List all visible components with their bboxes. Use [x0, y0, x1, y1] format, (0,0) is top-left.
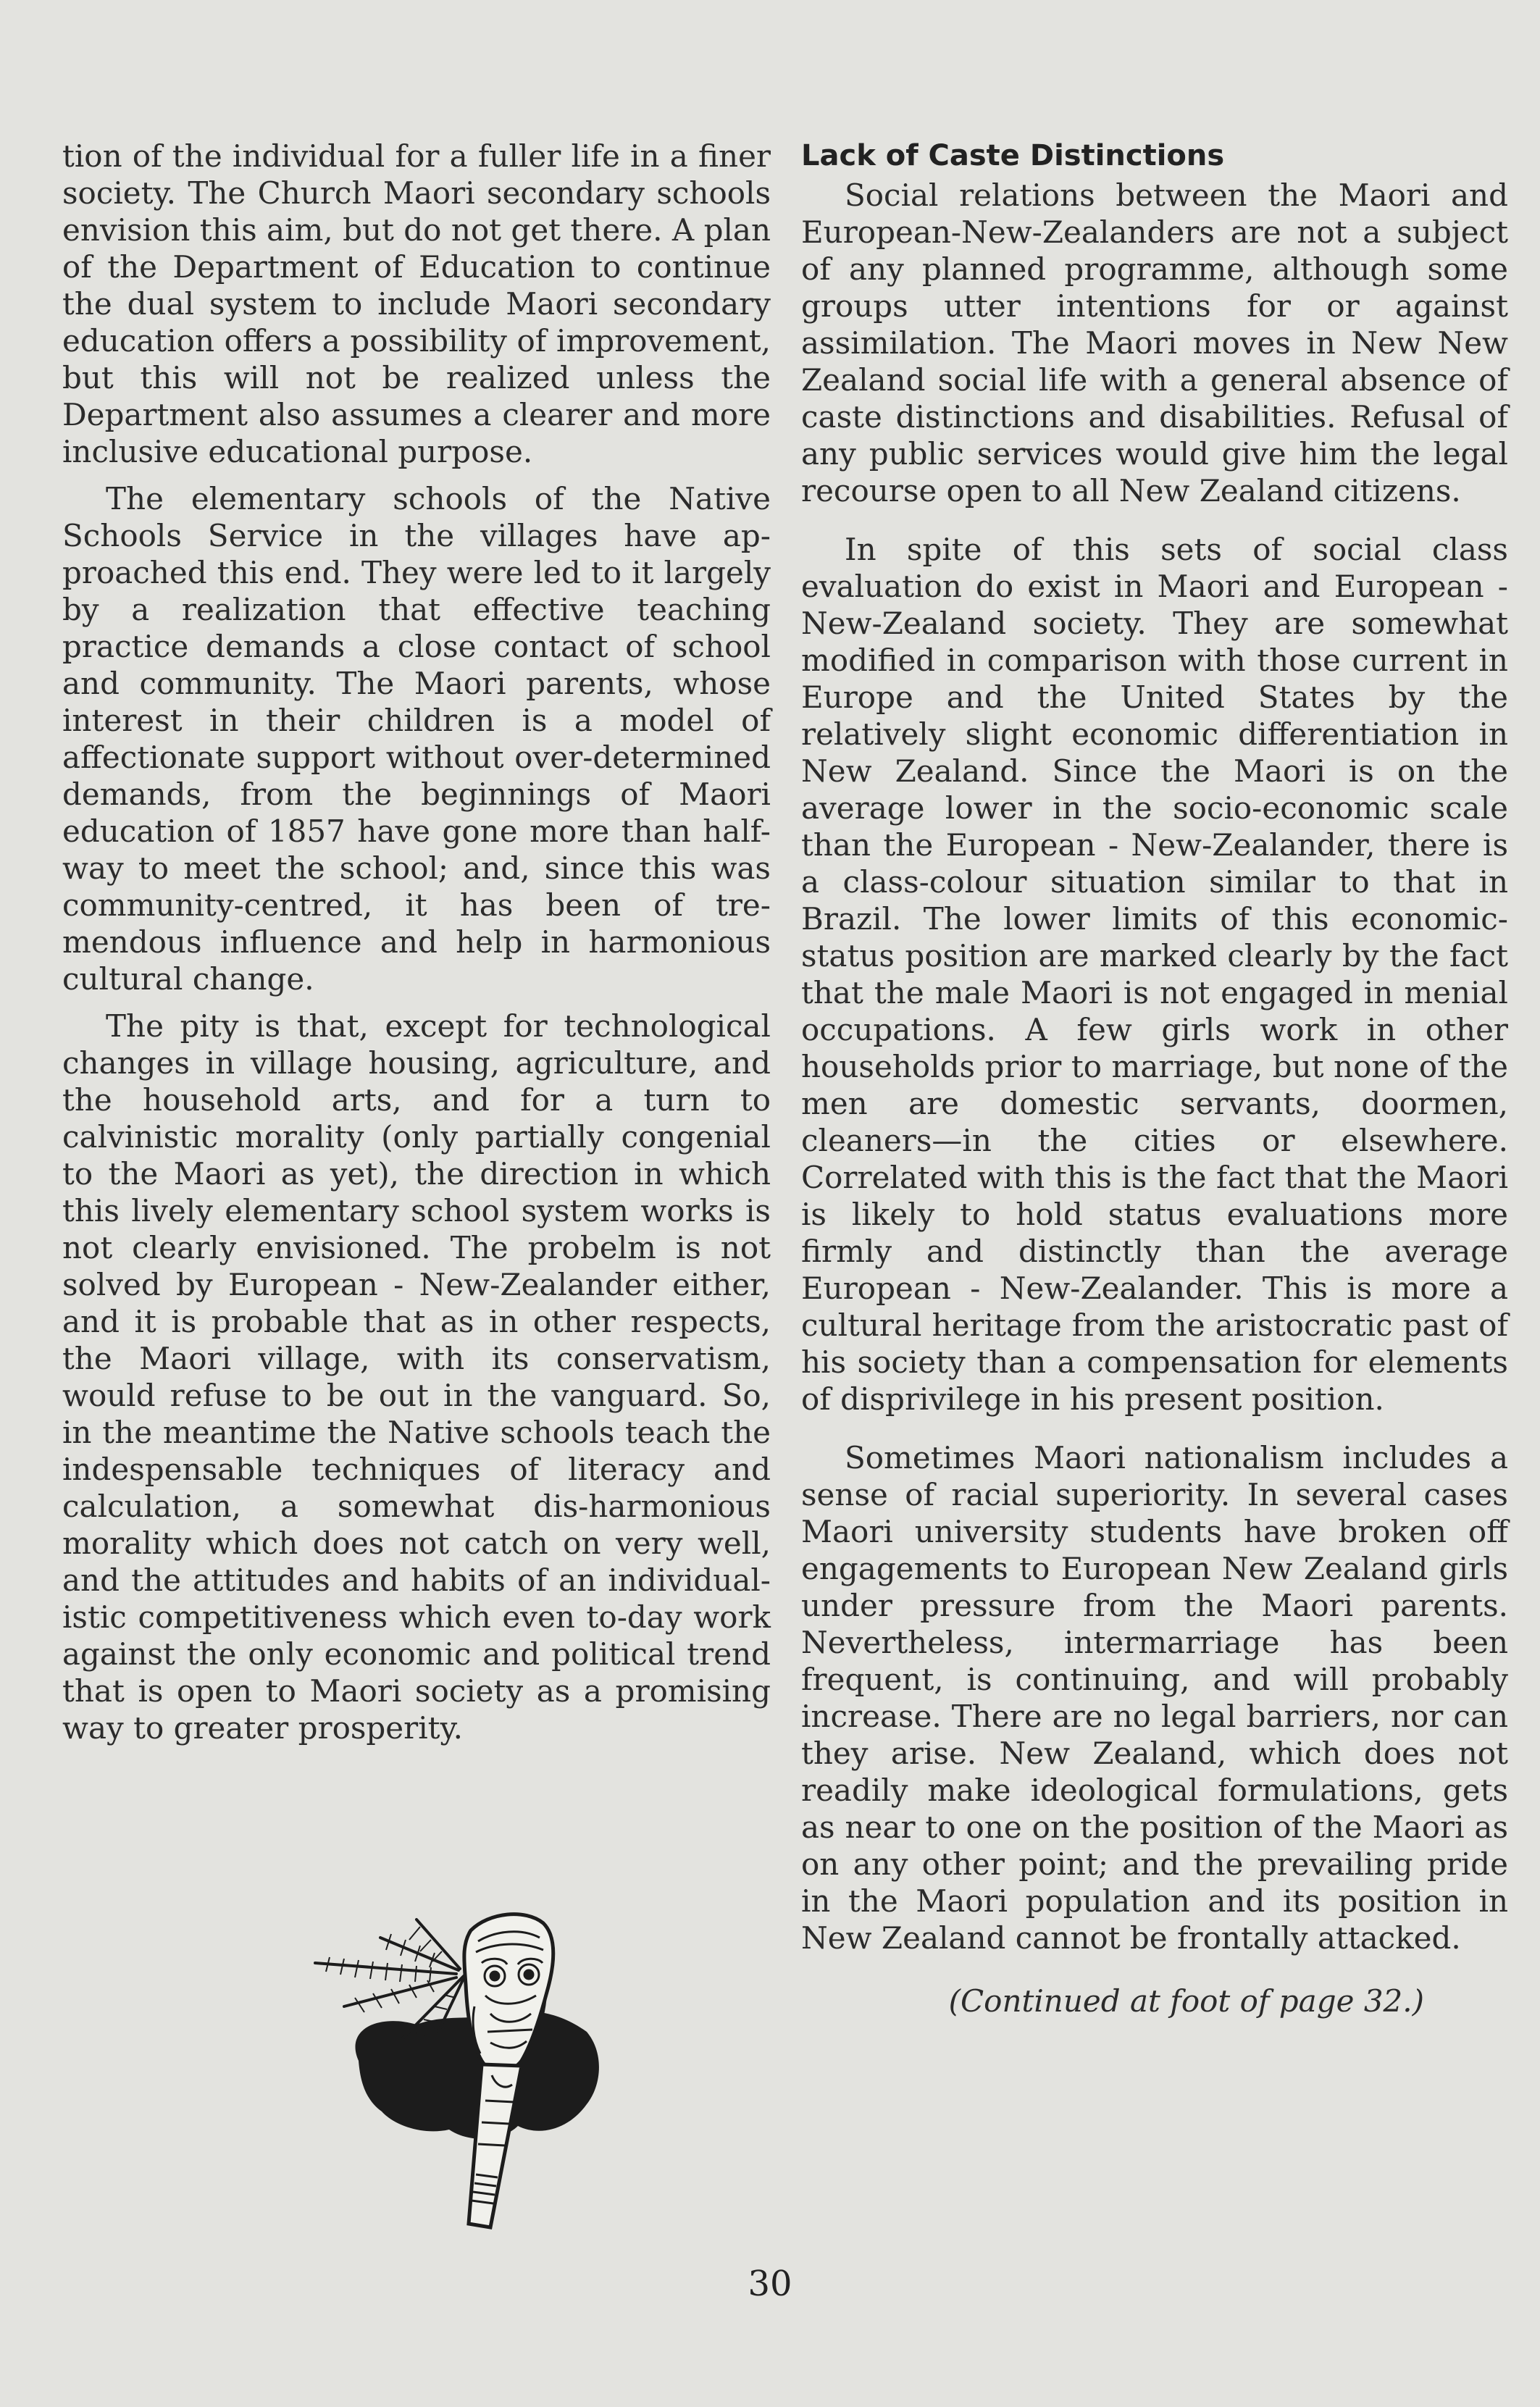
right-column — [801, 138, 1508, 2019]
left-column — [62, 138, 771, 1757]
continued-note: (Continued at foot of page 32.) — [948, 1983, 1424, 2019]
section-heading: Lack of Caste Distinctions — [801, 139, 1225, 172]
left-paragraph-3: The pity is that, except for technological changes in village housing, agriculture, and the household arts, and for a turn to calvinistic morality (only partially congenial to the Maori as yet), the direction in which this lively elementary school system works is not clearly envisioned. The probelm is not solved by European - New-Zealander either, and it is probable that as in other respects, the Maori village, with its conservatism, would refuse to be out in the vanguard. So, in the meantime the Native schools teach the indespensable techniques of literacy and calculation, a somewhat dis-harmonious morality which does not catch on very well, and the attitudes and habits of an individualistic competitiveness which even to-day work against the only economic and political trend that is open to Maori society as a promising way to greater prosperity. — [62, 1008, 771, 1746]
page-number: 30 — [748, 2264, 792, 2304]
right-paragraph-3: Sometimes Maori nationalism includes a sense of racial superiority. In several cases Maori university students have broken off engagements to European New Zealand girls under pressure from the Maori parents. Nevertheless, intermarriage has been frequent, is continuing, and will probably increase. There are no legal barriers, nor can they arise. New Zealand, which does not readily make ideological formulations, gets as near to one on the position of the Maori as on any other point; and the prevailing pride in the Maori population and its position in New Zealand cannot be frontally attacked. — [801, 1440, 1508, 1956]
right-paragraph-1: Social relations between the Maori and European-New-Zealanders are not a subject of any planned programme, although some groups utter intentions for or against assimilation. The Maori moves in New New Zealand social life with a general absence of caste distinctions and disabilities. Refusal of any public services would give him the legal recourse open to all New Zealand citizens. — [801, 177, 1508, 508]
left-paragraph-1: tion of the individual for a fuller life in a finer society. The Church Maori secondary schools envision this aim, but do not get there. A plan of the Department of Education to continue the dual system to include Maori secondary education offers a possibility of improvement, but this will not be realized unless the Department also assumes a clearer and more inclusive educational purpose. — [62, 138, 771, 469]
left-paragraph-2: The elementary schools of the Native Schools Service in the villages have approached this end. They were led to it largely by a realization that effective teaching practice demands a close contact of school and community. The Maori parents, whose interest in their children is a model of affectionate support without over-determined demands, from the beginnings of Maori education of 1857 have gone more than half-way to meet the school; and, since this was community-centred, it has been of tremendous influence and help in harmonious cultural change. — [62, 481, 771, 997]
maori-carved-figure-icon — [301, 1905, 735, 2238]
right-paragraph-2: In spite of this sets of social class evaluation do exist in Maori and European - New-Zealand society. They are somewhat modified in comparison with those current in Europe and the United States by the relatively slight economic differentiation in New Zealand. Since the Maori is on the average lower in the socio-economic scale than the European - New-Zealander, there is a class-colour situation similar to that in Brazil. The lower limits of this economic-status position are marked clearly by the fact that the male Maori is not engaged in menial occupations. A few girls work in other households prior to marriage, but none of the men are domestic servants, doormen, cleaners—in the cities or elsewhere. Correlated with this is the fact that the Maori is likely to hold status evaluations more firmly and distinctly than the average European - New-Zealander. This is more a cultural heritage from the aristocratic past of his society than a compensation for elements of disprivilege in his present position. — [801, 532, 1508, 1417]
